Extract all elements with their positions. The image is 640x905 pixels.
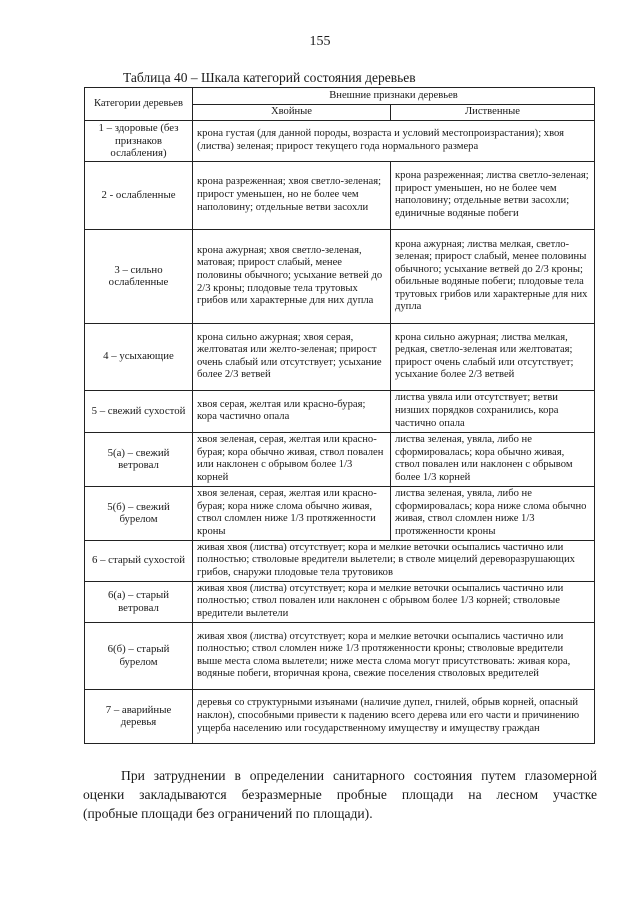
table-row bbox=[85, 432, 595, 486]
deciduous-signs-cell: крона ажурная; листва мелкая, светло-зеленая; прирост слабый, менее половины обычного; усыхание ветвей до 2/3 кроны; обильные водяные побеги; плодовые тела трутовых грибов или характерные для них дупла bbox=[391, 229, 595, 323]
shared-signs-cell: крона густая (для данной породы, возраста и условий местопроизрастания); хвоя (листва) зеленая; прирост текущего года нормального размера bbox=[193, 121, 595, 162]
shared-signs-cell: живая хвоя (листва) отсутствует; кора и мелкие веточки осыпались частично или полностью; ствол сломлен ниже 1/3 протяженности кроны; стволовые вредители выше места слома вылетели; ниже места слома могут присутствовать: живая кора, водяные побеги, вторичная крона, свежие поселения стволовых вредителей bbox=[193, 622, 595, 689]
shared-signs-cell: живая хвоя (листва) отсутствует; кора и мелкие веточки осыпались частично или полностью; стволовые вредители вылетели; в стволе мицелий дереворазрушающих грибов, снаружи плодовые тела трутовиков bbox=[193, 540, 595, 581]
header-category: Категории деревьев bbox=[85, 88, 193, 121]
table-row bbox=[85, 540, 595, 581]
category-cell: 5(б) – свежий бурелом bbox=[85, 486, 193, 540]
conifer-signs-cell: хвоя зеленая, серая, желтая или красно-бурая; кора обычно живая, ствол повален или наклонен с обрывом более 1/3 корней bbox=[193, 432, 391, 486]
header-external-signs: Внешние признаки деревьев bbox=[193, 88, 595, 105]
table-row bbox=[85, 581, 595, 622]
paragraph-line: оценки закладываются безразмерные пробные площади на лесном участке bbox=[83, 787, 597, 802]
header-conifer: Хвойные bbox=[193, 105, 391, 121]
page-number: 155 bbox=[309, 34, 331, 49]
deciduous-signs-cell: листва увяла или отсутствует; ветви низших порядков сохранились, кора частично опала bbox=[391, 390, 595, 432]
paragraph-line: При затруднении в определении санитарного состояния путем глазомерной bbox=[121, 768, 597, 783]
deciduous-signs-cell: крона сильно ажурная; листва мелкая, редкая, светло-зеленая или желтоватая; прирост очень слабый или отсутствует; усыхание более 2/3 ветвей bbox=[391, 323, 595, 390]
category-cell: 4 – усыхающие bbox=[85, 323, 193, 390]
table-row bbox=[85, 161, 595, 229]
table-row bbox=[85, 323, 595, 390]
shared-signs-cell: живая хвоя (листва) отсутствует; кора и мелкие веточки осыпались частично или полностью; ствол повален или наклонен с обрывом более 1/3 корней; стволовые вредители вылетели bbox=[193, 581, 595, 622]
conifer-signs-cell: крона ажурная; хвоя светло-зеленая, матовая; прирост слабый, менее половины обычного; усыхание ветвей до 2/3 кроны; плодовые тела трутовых грибов или характерные для них дупла bbox=[193, 229, 391, 323]
table-row bbox=[85, 622, 595, 689]
header-deciduous: Лиственные bbox=[391, 105, 595, 121]
category-cell: 7 – аварийные деревья bbox=[85, 689, 193, 743]
category-cell: 1 – здоровые (без признаков ослабления) bbox=[85, 121, 193, 162]
body-paragraph bbox=[83, 766, 597, 823]
category-cell: 5 – свежий сухостой bbox=[85, 390, 193, 432]
tree-condition-table-container bbox=[84, 87, 594, 744]
deciduous-signs-cell: листва зеленая, увяла, либо не сформировалась; кора обычно живая, ствол повален или наклонен с обрывом более 1/3 корней bbox=[391, 432, 595, 486]
table-row bbox=[85, 229, 595, 323]
category-cell: 6 – старый сухостой bbox=[85, 540, 193, 581]
table-title: Таблица 40 – Шкала категорий состояния деревьев bbox=[123, 70, 416, 85]
conifer-signs-cell: крона разреженная; хвоя светло-зеленая; прирост уменьшен, но не более чем наполовину; отдельные ветви засохли bbox=[193, 161, 391, 229]
deciduous-signs-cell: крона разреженная; листва светло-зеленая; прирост уменьшен, но не более чем наполовину; отдельные ветви засохли; единичные водяные побеги bbox=[391, 161, 595, 229]
table-row bbox=[85, 121, 595, 162]
table-row bbox=[85, 390, 595, 432]
conifer-signs-cell: хвоя зеленая, серая, желтая или красно-бурая; кора ниже слома обычно живая, ствол сломлен ниже 1/3 протяженности кроны bbox=[193, 486, 391, 540]
shared-signs-cell: деревья со структурными изъянами (наличие дупел, гнилей, обрыв корней, опасный наклон), способными привести к падению всего дерева или его части и причинению ущерба населению или государственному имуществу и имуществу граждан bbox=[193, 689, 595, 743]
category-cell: 3 – сильно ослабленные bbox=[85, 229, 193, 323]
category-cell: 2 - ослабленные bbox=[85, 161, 193, 229]
conifer-signs-cell: хвоя серая, желтая или красно-бурая; кора частично опала bbox=[193, 390, 391, 432]
deciduous-signs-cell: листва зеленая, увяла, либо не сформировалась; кора ниже слома обычно живая, ствол сломлен ниже 1/3 протяженности кроны bbox=[391, 486, 595, 540]
table-row bbox=[85, 486, 595, 540]
conifer-signs-cell: крона сильно ажурная; хвоя серая, желтоватая или желто-зеленая; прирост очень слабый или отсутствует; усыхание более 2/3 ветвей bbox=[193, 323, 391, 390]
category-cell: 5(а) – свежий ветровал bbox=[85, 432, 193, 486]
category-cell: 6(б) – старый бурелом bbox=[85, 622, 193, 689]
paragraph-line: (пробные площади без ограничений по площади). bbox=[83, 806, 373, 821]
table-row bbox=[85, 689, 595, 743]
category-cell: 6(а) – старый ветровал bbox=[85, 581, 193, 622]
tree-condition-table bbox=[84, 87, 595, 744]
